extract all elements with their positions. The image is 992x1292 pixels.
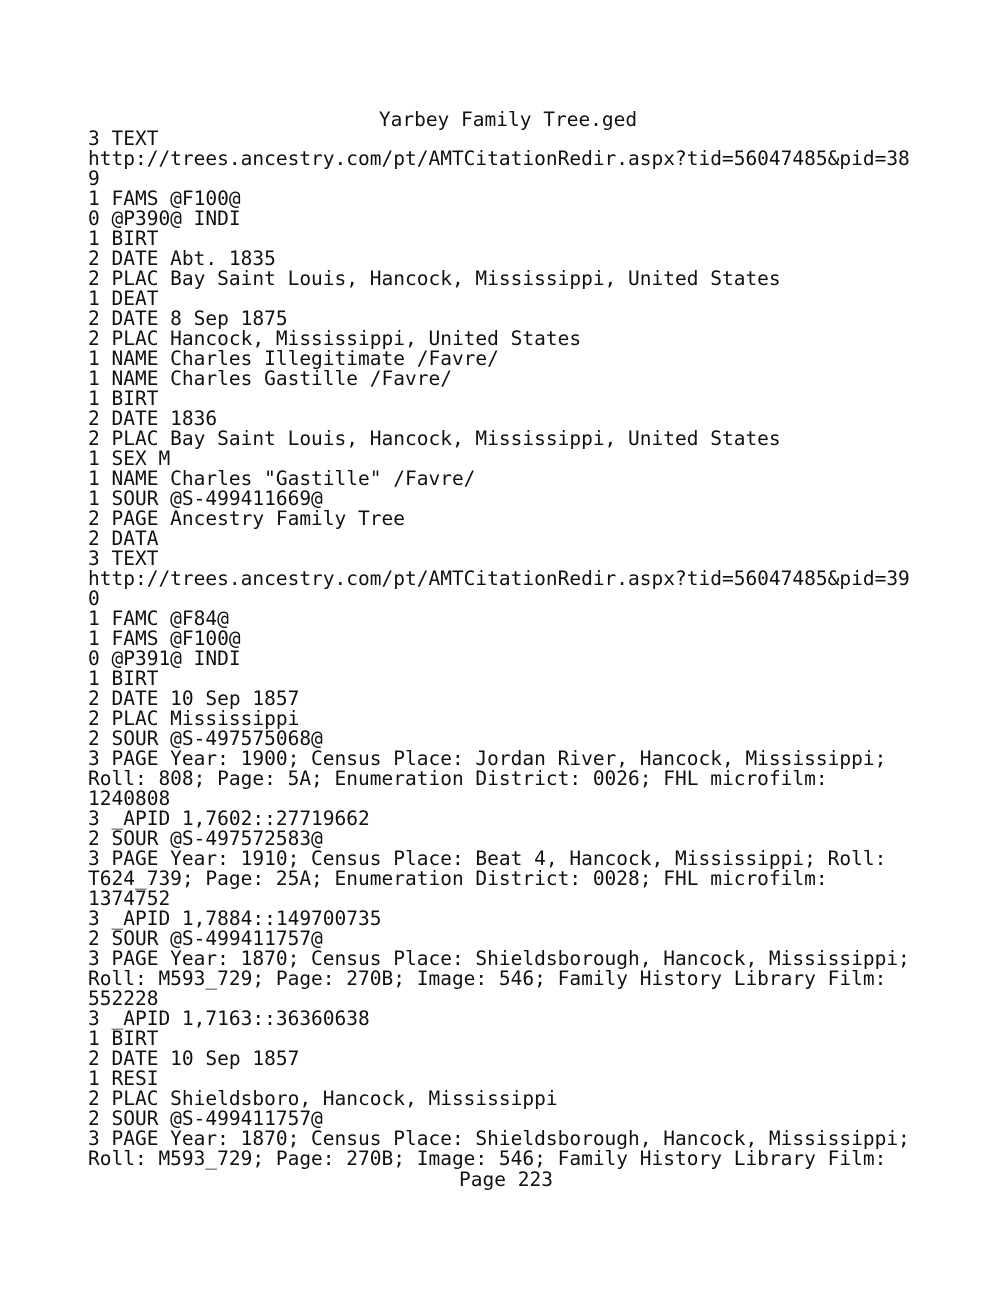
ged-line: 2 SOUR @S-499411757@ <box>88 927 323 950</box>
ged-line: 2 PLAC Hancock, Mississippi, United States <box>88 327 582 350</box>
ged-line: 1 FAMC @F84@ <box>88 607 229 630</box>
ged-line: 1 BIRT <box>88 667 159 690</box>
ged-line: 3 _APID 1,7884::149700735 <box>88 907 382 930</box>
ged-line: 2 SOUR @S-497575068@ <box>88 727 323 750</box>
ged-line: 1 NAME Charles Illegitimate /Favre/ <box>88 347 499 370</box>
ged-line: 1374752 <box>88 887 171 910</box>
ged-line: 1 DEAT <box>88 287 159 310</box>
ged-line: 1 SEX M <box>88 447 171 470</box>
ged-line: 1 BIRT <box>88 227 159 250</box>
ged-line: 2 SOUR @S-497572583@ <box>88 827 323 850</box>
ged-line: 2 DATA <box>88 527 159 550</box>
ged-line: 2 DATE 1836 <box>88 407 218 430</box>
ged-line: 2 DATE 8 Sep 1875 <box>88 307 288 330</box>
ged-line: 2 PLAC Bay Saint Louis, Hancock, Mississippi, United States <box>88 267 781 290</box>
ged-line: 1 SOUR @S-499411669@ <box>88 487 323 510</box>
ged-line: Roll: M593_729; Page: 270B; Image: 546; Family History Library Film: <box>88 967 887 990</box>
ged-record-list <box>88 129 910 1169</box>
page-number: Page 223 <box>459 1168 553 1191</box>
ged-line: 2 DATE 10 Sep 1857 <box>88 687 300 710</box>
ged-line: 0 @P390@ INDI <box>88 207 241 230</box>
ged-line: T624_739; Page: 25A; Enumeration District: 0028; FHL microfilm: <box>88 867 828 890</box>
ged-line: 1 BIRT <box>88 1027 159 1050</box>
ged-line: 2 PAGE Ancestry Family Tree <box>88 507 405 530</box>
ged-line: 1 FAMS @F100@ <box>88 627 241 650</box>
ged-line: 1240808 <box>88 787 171 810</box>
ged-line: 3 PAGE Year: 1870; Census Place: Shieldsborough, Hancock, Mississippi; <box>88 947 910 970</box>
ged-line: 1 RESI <box>88 1067 159 1090</box>
ged-line: 1 FAMS @F100@ <box>88 187 241 210</box>
ged-line: 3 PAGE Year: 1870; Census Place: Shieldsborough, Hancock, Mississippi; <box>88 1127 910 1150</box>
ged-line: 0 @P391@ INDI <box>88 647 241 670</box>
ged-line: Roll: M593_729; Page: 270B; Image: 546; Family History Library Film: <box>88 1147 887 1170</box>
ged-line: Roll: 808; Page: 5A; Enumeration District: 0026; FHL microfilm: <box>88 767 828 790</box>
ged-line: 3 TEXT <box>88 127 159 150</box>
ged-line: 3 PAGE Year: 1910; Census Place: Beat 4, Hancock, Mississippi; Roll: <box>88 847 887 870</box>
ged-line: 3 _APID 1,7163::36360638 <box>88 1007 370 1030</box>
ged-line: 3 PAGE Year: 1900; Census Place: Jordan River, Hancock, Mississippi; <box>88 747 887 770</box>
ged-line: 2 SOUR @S-499411757@ <box>88 1107 323 1130</box>
ged-line: http://trees.ancestry.com/pt/AMTCitationRedir.aspx?tid=56047485&pid=39 <box>88 567 910 590</box>
page-title: Yarbey Family Tree.ged <box>378 108 638 131</box>
ged-line: 2 PLAC Shieldsboro, Hancock, Mississippi <box>88 1087 558 1110</box>
ged-line: http://trees.ancestry.com/pt/AMTCitationRedir.aspx?tid=56047485&pid=38 <box>88 147 910 170</box>
ged-line: 0 <box>88 587 100 610</box>
ged-line: 3 TEXT <box>88 547 159 570</box>
ged-line: 3 _APID 1,7602::27719662 <box>88 807 370 830</box>
ged-line: 1 NAME Charles Gastille /Favre/ <box>88 367 452 390</box>
ged-line: 552228 <box>88 987 159 1010</box>
ged-line: 1 BIRT <box>88 387 159 410</box>
ged-line: 2 DATE Abt. 1835 <box>88 247 276 270</box>
ged-line: 2 PLAC Bay Saint Louis, Hancock, Mississippi, United States <box>88 427 781 450</box>
ged-line: 2 PLAC Mississippi <box>88 707 300 730</box>
ged-line: 2 DATE 10 Sep 1857 <box>88 1047 300 1070</box>
ged-line: 1 NAME Charles "Gastille" /Favre/ <box>88 467 476 490</box>
ged-line: 9 <box>88 167 100 190</box>
